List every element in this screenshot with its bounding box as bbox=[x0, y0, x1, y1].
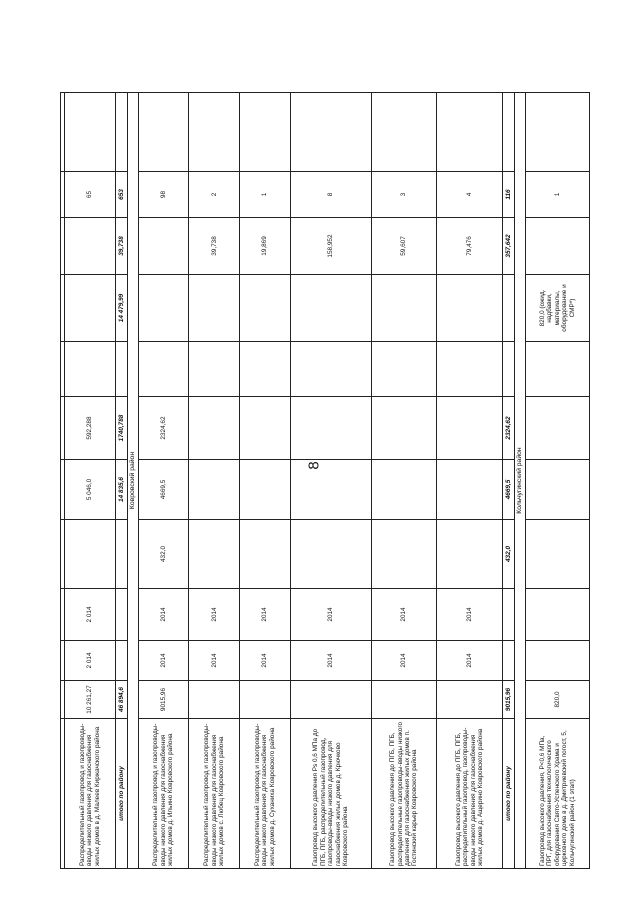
cost-col8 bbox=[189, 342, 240, 397]
cost-col6 bbox=[371, 460, 437, 520]
district-total-row bbox=[115, 93, 127, 869]
cost-col9 bbox=[437, 275, 503, 342]
cost-col7 bbox=[437, 397, 503, 460]
cost-col7 bbox=[240, 397, 291, 460]
length-km: 59,607 bbox=[371, 218, 437, 275]
table-row bbox=[371, 93, 437, 869]
cost-col12 bbox=[240, 93, 291, 172]
object-name: Газопровод высокого давления до ПГБ, ПГБ, распределительные газопроводы-вводы низкого давления для газоснабжения жилых домов п. Гостинский карьер Ковровского района bbox=[371, 719, 437, 869]
cost-col12 bbox=[291, 93, 372, 172]
year-start: 2014 bbox=[371, 641, 437, 681]
table-row bbox=[240, 93, 291, 869]
total-label: итого по району bbox=[503, 719, 515, 869]
houses-count: 1 bbox=[240, 172, 291, 218]
table-row bbox=[189, 93, 240, 869]
district-heading: Кольчугинский район bbox=[515, 93, 526, 869]
houses-count: 2 bbox=[189, 172, 240, 218]
cost-col8 bbox=[65, 342, 116, 397]
cost-col9 bbox=[189, 275, 240, 342]
total-cost: 9015,96 bbox=[503, 681, 515, 719]
cost-col9: 820,0 (ожид. надбавки, материалы, оборудование и СМР*) bbox=[526, 275, 590, 342]
total-col9: 14 479,99 bbox=[115, 275, 127, 342]
district-heading: Ковровский район bbox=[127, 93, 138, 869]
year-start: 2 014 bbox=[65, 641, 116, 681]
object-name: Газопровод высокого давления Ps 0,6 МПа до ПГБ, ПГБ, распределительный газопровод, газопроводы-вводы низкого давления для газоснабжения жилых домов д. Крючково Ковровского района bbox=[291, 719, 372, 869]
length-km bbox=[138, 218, 189, 275]
cost-total bbox=[371, 681, 437, 719]
year-start: 2014 bbox=[240, 641, 291, 681]
length-km bbox=[65, 218, 116, 275]
total-length: 357,642 bbox=[503, 218, 515, 275]
cost-col6 bbox=[189, 460, 240, 520]
cost-total: 820,0 bbox=[526, 681, 590, 719]
total-col7: 1740,788 bbox=[115, 397, 127, 460]
cost-col8 bbox=[437, 342, 503, 397]
cost-col12 bbox=[437, 93, 503, 172]
cost-col5 bbox=[291, 520, 372, 589]
cost-col5 bbox=[240, 520, 291, 589]
cost-col5 bbox=[371, 520, 437, 589]
cost-col7 bbox=[189, 397, 240, 460]
cost-col6: 4669,5 bbox=[138, 460, 189, 520]
cost-total bbox=[437, 681, 503, 719]
cost-total bbox=[240, 681, 291, 719]
cost-col5 bbox=[189, 520, 240, 589]
cost-total: 10 261,27 bbox=[65, 681, 116, 719]
cost-col12 bbox=[138, 93, 189, 172]
cost-col8 bbox=[240, 342, 291, 397]
cost-col6 bbox=[437, 460, 503, 520]
cost-col9 bbox=[138, 275, 189, 342]
cost-col9 bbox=[65, 275, 116, 342]
year-start: 2014 bbox=[437, 641, 503, 681]
year-end: 2014 bbox=[240, 589, 291, 641]
total-col6: 4669,5 bbox=[503, 460, 515, 520]
object-name: Распределительный газопровод и газопроводы-вводы низкого давления для газоснабжения жилых домов д. Ильино Ковровского района bbox=[138, 719, 189, 869]
gasification-table bbox=[60, 92, 590, 869]
cost-col7 bbox=[371, 397, 437, 460]
object-name: Распределительный газопровод и газопроводы-вводы низкого давления для газоснабжения жилых домов в д. Малеев Киржачского района bbox=[65, 719, 116, 869]
total-length: 39,738 bbox=[115, 218, 127, 275]
total-cost: 46 894,6 bbox=[115, 681, 127, 719]
cost-col6 bbox=[291, 460, 372, 520]
total-col5: 432,0 bbox=[503, 520, 515, 589]
cost-col8 bbox=[371, 342, 437, 397]
year-end: 2014 bbox=[371, 589, 437, 641]
cost-col8 bbox=[138, 342, 189, 397]
length-km: 79,476 bbox=[437, 218, 503, 275]
cost-col12 bbox=[65, 93, 116, 172]
district-total-row bbox=[503, 93, 515, 869]
length-km: 19,869 bbox=[240, 218, 291, 275]
cost-col8 bbox=[291, 342, 372, 397]
table-row bbox=[291, 93, 372, 869]
cost-col5 bbox=[65, 520, 116, 589]
object-name: Распределительный газопровод и газопроводы-вводы низкого давления для газоснабжения жилых домов с. Любец Ковровского района bbox=[189, 719, 240, 869]
table-row bbox=[65, 93, 116, 869]
object-name: Распределительный газопровод и газопроводы-вводы низкого давления для газоснабжения жилых домов д. Суханиха Ковровского района bbox=[240, 719, 291, 869]
cost-col9 bbox=[291, 275, 372, 342]
total-label: итого по району bbox=[115, 719, 127, 869]
cost-col6: 5 046,0 bbox=[65, 460, 116, 520]
table-row bbox=[437, 93, 503, 869]
total-col7: 2324,62 bbox=[503, 397, 515, 460]
cost-col9 bbox=[240, 275, 291, 342]
year-end: 2014 bbox=[291, 589, 372, 641]
cost-total: 9015,96 bbox=[138, 681, 189, 719]
houses-count: 98 bbox=[138, 172, 189, 218]
cost-col7: 592,288 bbox=[65, 397, 116, 460]
cost-col5 bbox=[437, 520, 503, 589]
total-houses: 653 bbox=[115, 172, 127, 218]
length-km: 39,738 bbox=[189, 218, 240, 275]
year-end: 2 014 bbox=[65, 589, 116, 641]
year-end: 2014 bbox=[138, 589, 189, 641]
year-end: 2014 bbox=[437, 589, 503, 641]
houses-count: 8 bbox=[291, 172, 372, 218]
year-start: 2014 bbox=[138, 641, 189, 681]
year-start: 2014 bbox=[291, 641, 372, 681]
section-header-row bbox=[515, 93, 526, 869]
cost-col12 bbox=[371, 93, 437, 172]
rotated-table-wrapper bbox=[60, 93, 590, 869]
table-row bbox=[526, 93, 590, 869]
cost-col6 bbox=[240, 460, 291, 520]
section-header-row bbox=[127, 93, 138, 869]
cost-total bbox=[291, 681, 372, 719]
object-name: Газопровод высокого давления, P<0,6 МПа, ПРГ, для газоснабжения технологического оборудования Свято-Успенского Храма и церковного дома в д. Дмитриевский погост, 5, Кольчугинский район (1 этап) bbox=[526, 719, 590, 869]
houses-count: 3 bbox=[371, 172, 437, 218]
length-km: 158,952 bbox=[291, 218, 372, 275]
table-row bbox=[138, 93, 189, 869]
houses-count: 4 bbox=[437, 172, 503, 218]
total-col6: 14 835,6 bbox=[115, 460, 127, 520]
total-houses: 116 bbox=[503, 172, 515, 218]
cost-col5: 432,0 bbox=[138, 520, 189, 589]
houses-count: 65 bbox=[65, 172, 116, 218]
cost-col12 bbox=[189, 93, 240, 172]
object-name: Газопровод высокого давления до ПГБ, ПГБ, распределительный газопровод, газопроводы-вводы низкого давления для газоснабжения жилых домов д. Ащерино Ковровского района bbox=[437, 719, 503, 869]
cost-col7 bbox=[291, 397, 372, 460]
year-end: 2014 bbox=[189, 589, 240, 641]
year-start: 2014 bbox=[189, 641, 240, 681]
page-number: 8 bbox=[305, 461, 323, 470]
cost-col7: 2324,62 bbox=[138, 397, 189, 460]
cost-col9 bbox=[371, 275, 437, 342]
houses-count: 1 bbox=[526, 172, 590, 218]
cost-total bbox=[189, 681, 240, 719]
